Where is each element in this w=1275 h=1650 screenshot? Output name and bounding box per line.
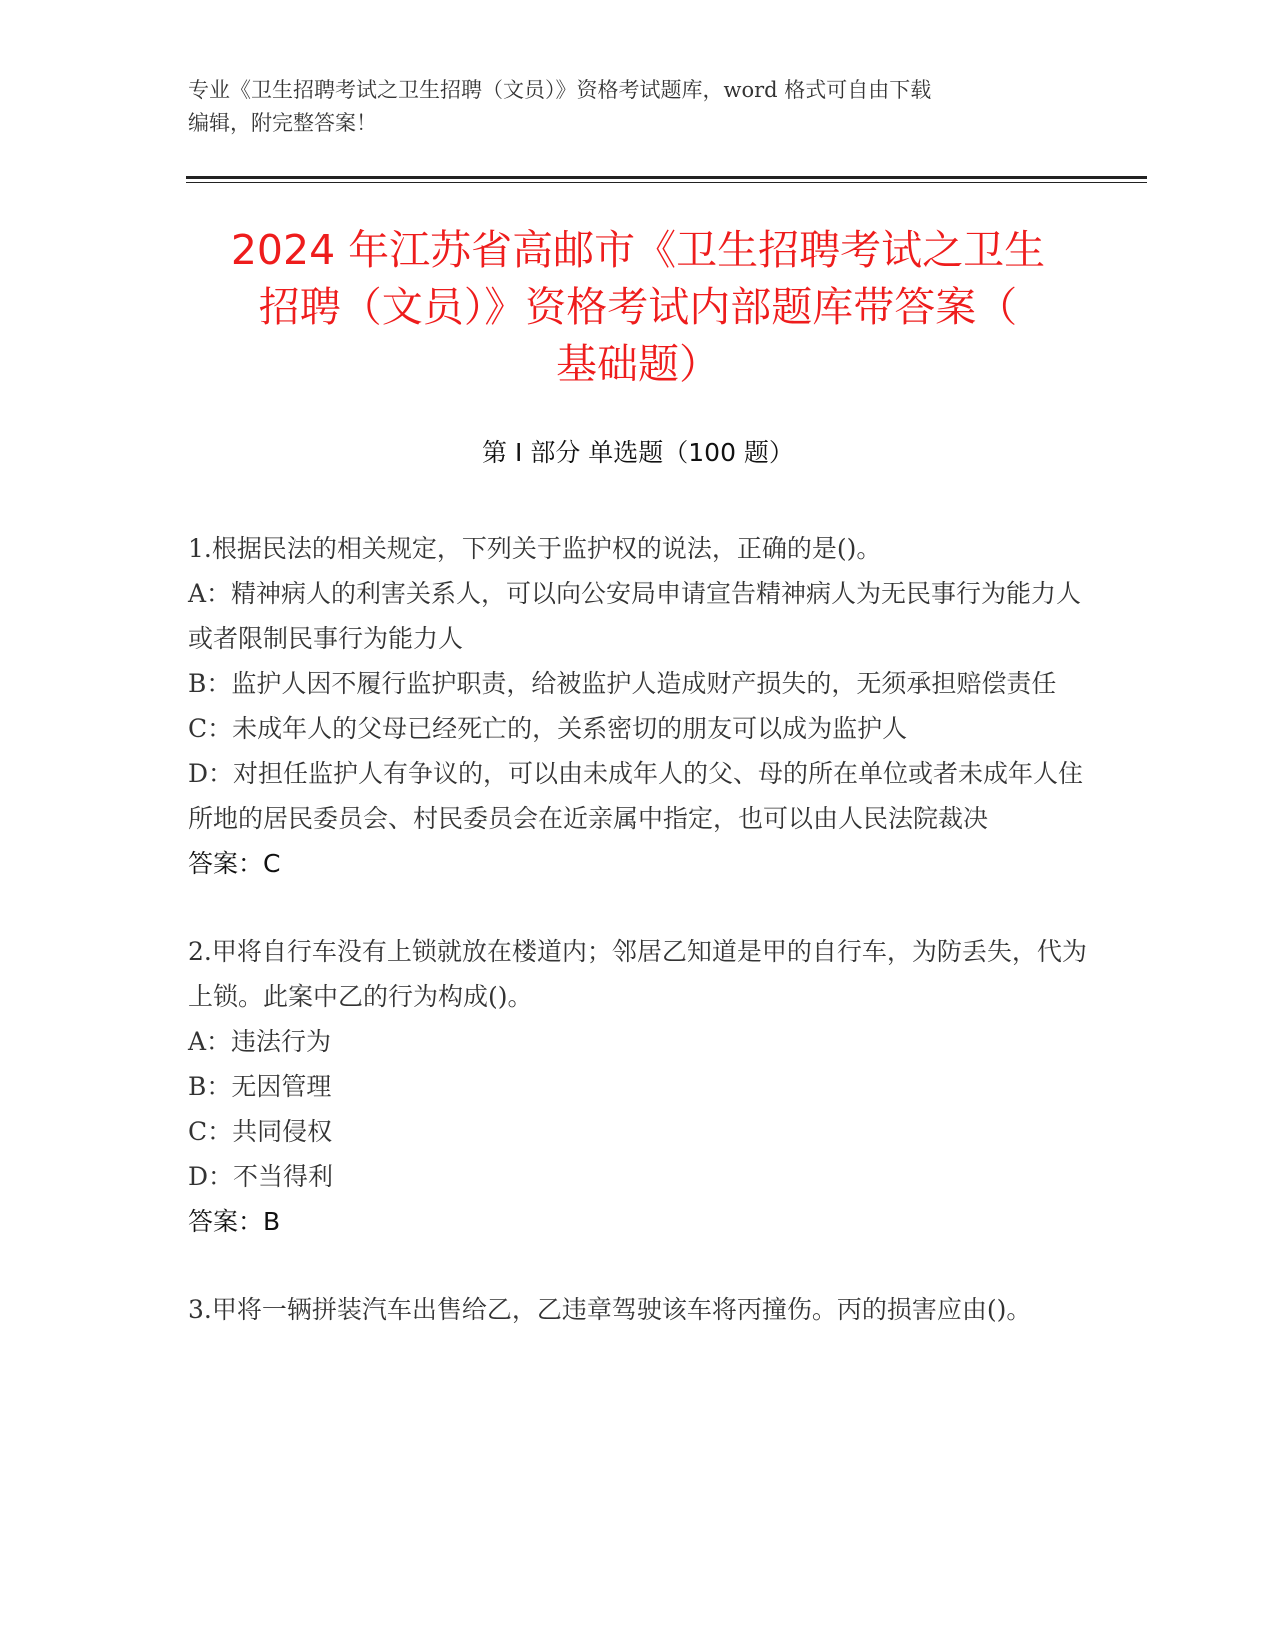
question-3 [188, 1287, 1088, 1332]
header-note-line-2: 编辑，附完整答案！ [188, 111, 377, 135]
document-title-line-1: 2024 年江苏省高邮市《卫生招聘考试之卫生 [230, 226, 1046, 274]
question-text: 1.根据民法的相关规定，下列关于监护权的说法，正确的是()。 [188, 534, 882, 563]
option-d: D：不当得利 [188, 1162, 334, 1191]
document-title-line-2: 招聘（文员）》资格考试内部题库带答案（ [258, 283, 1018, 331]
document-title-line-3: 基础题） [556, 340, 720, 388]
header-divider-thick [186, 176, 1147, 179]
option-c: C：未成年人的父母已经死亡的，关系密切的朋友可以成为监护人 [188, 714, 908, 743]
question-text: 2.甲将自行车没有上锁就放在楼道内；邻居乙知道是甲的自行车，为防丢失，代为上锁。此案中乙的行为构成()。 [188, 937, 1087, 1011]
answer: 答案：C [188, 849, 281, 878]
header-divider-thin [186, 182, 1147, 183]
section-heading: 第 I 部分 单选题（100 题） [482, 438, 794, 467]
header-note-line-1: 专业《卫生招聘考试之卫生招聘（文员）》资格考试题库，word 格式可自由下载 [188, 78, 932, 102]
question-text: 3.甲将一辆拼装汽车出售给乙，乙违章驾驶该车将丙撞伤。丙的损害应由()。 [188, 1295, 1032, 1324]
answer: 答案：B [188, 1207, 281, 1236]
option-b: B：无因管理 [188, 1072, 332, 1101]
question-list [188, 526, 1088, 1375]
option-c: C：共同侵权 [188, 1117, 333, 1146]
question-2 [188, 929, 1088, 1244]
option-d: D：对担任监护人有争议的，可以由未成年人的父、母的所在单位或者未成年人住所地的居民委员会、村民委员会在近亲属中指定，也可以由人民法院裁决 [188, 759, 1084, 833]
option-a: A：精神病人的利害关系人，可以向公安局申请宣告精神病人为无民事行为能力人或者限制民事行为能力人 [188, 579, 1082, 653]
document-title [186, 222, 1090, 393]
option-b: B：监护人因不履行监护职责，给被监护人造成财产损失的，无须承担赔偿责任 [188, 669, 1057, 698]
option-a: A：违法行为 [188, 1027, 332, 1056]
question-1 [188, 526, 1088, 886]
header-note [188, 74, 1088, 140]
